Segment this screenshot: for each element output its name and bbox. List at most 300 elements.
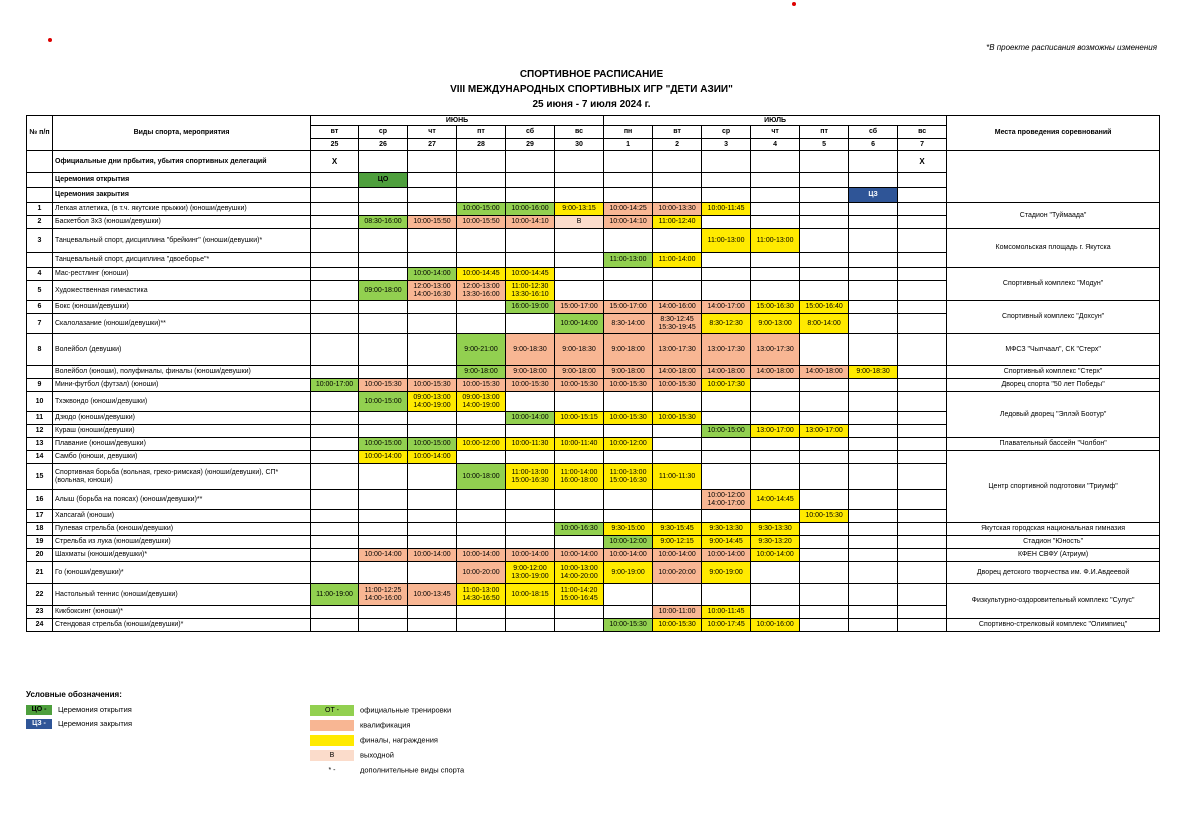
time-slot: 9:00-13:15 [562, 205, 596, 212]
row-number: 24 [27, 619, 53, 632]
schedule-cell [702, 379, 751, 392]
schedule-cell [751, 536, 800, 549]
schedule-cell [898, 301, 947, 314]
schedule-cell [604, 464, 653, 490]
schedule-cell [555, 268, 604, 281]
schedule-cell [555, 229, 604, 253]
schedule-cell [506, 203, 555, 216]
schedule-cell [751, 229, 800, 253]
schedule-cell [555, 334, 604, 366]
schedule-cell [898, 314, 947, 334]
day-header: чт [408, 126, 457, 139]
schedule-cell [359, 438, 408, 451]
schedule-cell [898, 203, 947, 216]
schedule-cell [555, 619, 604, 632]
schedule-cell [800, 203, 849, 216]
time-slot: 10:00-15:00 [462, 205, 500, 212]
schedule-cell [702, 151, 751, 173]
row-number: 18 [27, 523, 53, 536]
time-slot: 13:00-17:30 [707, 345, 745, 353]
time-slot: 16:00-19:00 [511, 303, 549, 310]
schedule-cell [653, 188, 702, 203]
date-header: 27 [408, 139, 457, 151]
legend-co-swatch: ЦО - [26, 705, 52, 715]
time-slot: 9:00-18:30 [856, 368, 890, 375]
schedule-cell [457, 229, 506, 253]
schedule-cell [849, 619, 898, 632]
schedule-cell [653, 425, 702, 438]
schedule-cell [751, 549, 800, 562]
schedule-cell [653, 536, 702, 549]
schedule-cell [457, 173, 506, 188]
schedule-cell [408, 619, 457, 632]
title-line-3: 25 июня - 7 июля 2024 г. [532, 99, 651, 110]
schedule-cell [800, 549, 849, 562]
time-slot: 11:00-13:00 [462, 586, 500, 594]
schedule-cell [604, 523, 653, 536]
schedule-cell [751, 151, 800, 173]
schedule-cell [800, 510, 849, 523]
time-slot: 10:00-14:00 [413, 270, 451, 277]
schedule-cell [311, 549, 359, 562]
schedule-cell [653, 549, 702, 562]
schedule-cell [653, 173, 702, 188]
day-header: вс [555, 126, 604, 139]
legend-title: Условные обозначения: [26, 690, 122, 699]
schedule-cell [359, 562, 408, 584]
time-slot: 13:00-17:00 [756, 427, 794, 434]
schedule-cell [800, 619, 849, 632]
schedule-cell [653, 203, 702, 216]
schedule-cell [604, 438, 653, 451]
schedule-cell [311, 392, 359, 412]
schedule-cell [800, 268, 849, 281]
schedule-cell [555, 173, 604, 188]
schedule-cell [457, 438, 506, 451]
schedule-cell [555, 366, 604, 379]
schedule-cell [311, 216, 359, 229]
schedule-cell [408, 464, 457, 490]
date-header: 5 [800, 139, 849, 151]
time-slot: 10:00-15:30 [511, 381, 549, 388]
schedule-cell [311, 619, 359, 632]
venue-cell [947, 151, 1160, 203]
time-slot: 10:00-12:00 [609, 440, 647, 447]
schedule-cell [506, 281, 555, 301]
time-slot: 15:00-17:00 [609, 303, 647, 310]
schedule-row [27, 151, 1160, 173]
red-dot [792, 2, 796, 6]
legend-off [310, 750, 394, 761]
time-slot: 15:30-19:45 [658, 323, 696, 331]
schedule-cell [702, 301, 751, 314]
time-slot: 10:00-15:00 [364, 440, 402, 447]
schedule-cell [555, 314, 604, 334]
schedule-cell [555, 216, 604, 229]
schedule-cell [702, 268, 751, 281]
schedule-cell [849, 438, 898, 451]
sport-name: Тхэквондо (юноши/девушки) [53, 392, 311, 412]
schedule-cell [506, 619, 555, 632]
schedule-cell [359, 510, 408, 523]
schedule-cell [457, 510, 506, 523]
time-slot: 15:00-16:30 [511, 476, 549, 484]
time-slot: 14:00-16:30 [413, 290, 451, 298]
time-slot: 8:00-14:00 [807, 319, 841, 327]
schedule-cell [604, 562, 653, 584]
schedule-cell [604, 392, 653, 412]
schedule-cell [898, 451, 947, 464]
schedule-cell [408, 314, 457, 334]
time-slot: 10:00-15:30 [364, 381, 402, 388]
schedule-cell [653, 151, 702, 173]
schedule-cell [311, 438, 359, 451]
schedule-cell [653, 268, 702, 281]
time-slot: 15:00-16:30 [609, 476, 647, 484]
time-slot: 15:00-16:40 [805, 303, 843, 310]
schedule-cell [506, 173, 555, 188]
schedule-cell [849, 268, 898, 281]
time-slot: 10:00-18:00 [462, 472, 500, 480]
sport-name: Дзюдо (юноши/девушки) [53, 412, 311, 425]
row-number [27, 188, 53, 203]
schedule-cell [898, 490, 947, 510]
time-slot: 12:00-13:00 [462, 282, 500, 290]
schedule-cell [311, 253, 359, 268]
schedule-cell [359, 392, 408, 412]
schedule-cell [555, 536, 604, 549]
sport-name: Скалолазание (юноши/девушки)** [53, 314, 311, 334]
schedule-cell [800, 523, 849, 536]
schedule-cell [457, 366, 506, 379]
time-slot: 9:00-18:30 [513, 345, 547, 353]
schedule-cell [702, 253, 751, 268]
sport-name: Спортивная борьба (вольная, греко-римская) (юноши/девушки), СП* (вольная, юноши) [53, 464, 311, 490]
sport-name: Бокс (юноши/девушки) [53, 301, 311, 314]
schedule-cell [311, 510, 359, 523]
schedule-cell [359, 425, 408, 438]
schedule-cell [898, 253, 947, 268]
schedule-row [27, 268, 1160, 281]
time-slot: 10:00-11:40 [560, 440, 598, 447]
schedule-cell [849, 549, 898, 562]
schedule-cell [751, 379, 800, 392]
schedule-cell [408, 584, 457, 606]
schedule-cell [898, 268, 947, 281]
schedule-cell [359, 451, 408, 464]
time-slot: 14:00-18:00 [756, 368, 794, 375]
schedule-cell [457, 216, 506, 229]
schedule-cell [555, 203, 604, 216]
schedule-cell [849, 379, 898, 392]
time-slot: 8:30-12:45 [660, 315, 694, 323]
time-slot: 8:30-12:30 [709, 319, 743, 327]
schedule-cell [751, 268, 800, 281]
schedule-cell [555, 584, 604, 606]
schedule-cell [555, 438, 604, 451]
venue-cell: Комсомольская площадь г. Якутска [947, 229, 1160, 268]
time-slot: 15:00-16:45 [560, 594, 598, 602]
schedule-cell [604, 490, 653, 510]
schedule-cell [408, 203, 457, 216]
time-slot: 11:00-13:00 [511, 468, 549, 476]
time-slot: 11:00-12:25 [364, 586, 402, 594]
schedule-cell [311, 562, 359, 584]
schedule-cell [457, 188, 506, 203]
schedule-cell [604, 301, 653, 314]
sport-name: Танцевальный спорт, дисциплина "брейкинг" (юноши/девушки)* [53, 229, 311, 253]
schedule-cell [751, 606, 800, 619]
schedule-cell [311, 281, 359, 301]
schedule-cell [457, 425, 506, 438]
schedule-cell [898, 536, 947, 549]
title-line-2: VIII МЕЖДУНАРОДНЫХ СПОРТИВНЫХ ИГР "ДЕТИ АЗИИ" [450, 84, 733, 95]
schedule-cell [408, 188, 457, 203]
sport-name: Художественная гимнастика [53, 281, 311, 301]
time-slot: 10:00-14:00 [609, 551, 647, 558]
sport-name: Хапсагай (юноши) [53, 510, 311, 523]
time-slot: 14:00-16:00 [364, 594, 402, 602]
schedule-cell [702, 536, 751, 549]
schedule-cell [555, 281, 604, 301]
schedule-cell [506, 451, 555, 464]
time-slot: 10:00-15:15 [560, 414, 598, 421]
schedule-cell [457, 562, 506, 584]
schedule-cell [751, 451, 800, 464]
time-slot: 9:30-13:30 [758, 525, 792, 532]
time-slot: 10:00-15:00 [413, 440, 451, 447]
schedule-cell [653, 334, 702, 366]
schedule-cell [506, 216, 555, 229]
time-slot: X [331, 156, 338, 166]
schedule-cell [359, 549, 408, 562]
schedule-cell [604, 268, 653, 281]
schedule-cell [408, 536, 457, 549]
time-slot: 10:00-11:00 [658, 608, 696, 615]
schedule-row [27, 334, 1160, 366]
schedule-cell [849, 523, 898, 536]
schedule-cell [898, 562, 947, 584]
schedule-cell [653, 451, 702, 464]
schedule-cell [555, 253, 604, 268]
time-slot: 15:00-16:30 [756, 303, 794, 310]
schedule-cell [849, 253, 898, 268]
schedule-cell [506, 314, 555, 334]
time-slot: 11:00-13:00 [756, 236, 794, 244]
time-slot: 11:00-11:30 [658, 472, 696, 480]
schedule-cell [408, 216, 457, 229]
schedule-cell [555, 464, 604, 490]
row-number: 13 [27, 438, 53, 451]
schedule-cell [849, 151, 898, 173]
sport-name: Волейбол (девушки) [53, 334, 311, 366]
schedule-cell [359, 606, 408, 619]
header-month-july: ИЮЛЬ [604, 116, 947, 126]
schedule-cell [751, 619, 800, 632]
schedule-cell [604, 379, 653, 392]
legend-star [310, 765, 464, 776]
time-slot: 10:00-15:30 [805, 512, 843, 519]
schedule-cell [702, 314, 751, 334]
row-number: 19 [27, 536, 53, 549]
schedule-cell [800, 151, 849, 173]
schedule-row [27, 366, 1160, 379]
date-header: 6 [849, 139, 898, 151]
time-slot: 9:00-19:00 [709, 568, 743, 576]
time-slot: 10:00-15:00 [707, 427, 745, 434]
schedule-cell [604, 229, 653, 253]
schedule-cell [653, 281, 702, 301]
header-sport: Виды спорта, мероприятия [53, 116, 311, 151]
header-month-june: ИЮНЬ [311, 116, 604, 126]
sport-name: Плавание (юноши/девушки) [53, 438, 311, 451]
time-slot: 9:00-18:00 [464, 368, 498, 375]
schedule-cell [751, 584, 800, 606]
schedule-cell [800, 451, 849, 464]
schedule-cell [898, 412, 947, 425]
time-slot: 11:00-12:30 [511, 282, 549, 290]
schedule-cell [359, 523, 408, 536]
schedule-cell [457, 314, 506, 334]
row-number [27, 366, 53, 379]
schedule-cell [457, 606, 506, 619]
legend-co-text: Церемония открытия [58, 705, 132, 714]
schedule-cell [898, 281, 947, 301]
schedule-cell [311, 229, 359, 253]
schedule-cell [457, 412, 506, 425]
sport-name: Кикбоксинг (юноши)* [53, 606, 311, 619]
time-slot: 10:00-15:50 [462, 218, 500, 225]
schedule-cell [898, 173, 947, 188]
schedule-cell [506, 412, 555, 425]
schedule-cell [898, 334, 947, 366]
sport-name: Шахматы (юноши/девушки)* [53, 549, 311, 562]
schedule-cell [751, 464, 800, 490]
schedule-cell [506, 606, 555, 619]
time-slot: 10:00-11:45 [707, 205, 745, 212]
schedule-cell [457, 584, 506, 606]
schedule-cell [751, 490, 800, 510]
time-slot: 13:00-17:00 [805, 427, 843, 434]
schedule-cell [849, 536, 898, 549]
schedule-cell [555, 379, 604, 392]
date-header: 30 [555, 139, 604, 151]
schedule-cell [702, 203, 751, 216]
legend-cz-swatch: ЦЗ - [26, 719, 52, 729]
sport-name: Стрельба из лука (юноши/девушки) [53, 536, 311, 549]
time-slot: 10:00-15:30 [658, 621, 696, 628]
schedule-cell [604, 549, 653, 562]
schedule-cell [800, 301, 849, 314]
schedule-cell [506, 253, 555, 268]
schedule-cell [604, 281, 653, 301]
time-slot: 9:00-18:00 [562, 368, 596, 375]
schedule-cell [751, 510, 800, 523]
schedule-cell [702, 606, 751, 619]
header-num: № п/п [27, 116, 53, 151]
row-number [27, 253, 53, 268]
schedule-cell [506, 523, 555, 536]
legend-star-text: дополнительные виды спорта [360, 765, 465, 775]
schedule-cell [849, 314, 898, 334]
schedule-cell [898, 379, 947, 392]
time-slot: 10:00-15:30 [658, 381, 696, 388]
schedule-cell [408, 151, 457, 173]
time-slot: 11:00-14:00 [658, 256, 696, 263]
schedule-cell [359, 379, 408, 392]
schedule-cell [408, 229, 457, 253]
schedule-cell [800, 490, 849, 510]
time-slot: 10:00-11:45 [707, 608, 745, 615]
schedule-cell [359, 216, 408, 229]
schedule-cell [408, 268, 457, 281]
schedule-cell [653, 392, 702, 412]
schedule-cell [751, 301, 800, 314]
schedule-row [27, 523, 1160, 536]
schedule-cell [311, 490, 359, 510]
schedule-cell [604, 253, 653, 268]
schedule-cell [751, 392, 800, 412]
schedule-cell [359, 253, 408, 268]
schedule-cell [359, 188, 408, 203]
schedule-cell [702, 523, 751, 536]
time-slot: 09:00-18:00 [364, 286, 402, 294]
sport-name: Самбо (юноши, девушки) [53, 451, 311, 464]
sport-name: Официальные дни прбытия, убытия спортивных делегаций [53, 151, 311, 173]
schedule-cell [898, 606, 947, 619]
legend-kval [310, 720, 410, 731]
time-slot: 14:00-17:00 [707, 499, 745, 507]
legend-cz [26, 719, 132, 729]
time-slot: 10:00-14:00 [364, 453, 402, 460]
schedule-cell [849, 301, 898, 314]
legend-fin-swatch [310, 735, 354, 746]
time-slot: 10:00-17:45 [707, 621, 745, 628]
time-slot: 11:00-19:00 [316, 590, 353, 598]
venue-cell: Дворец детского творчества им. Ф.И.Авдеевой [947, 562, 1160, 584]
schedule-cell [653, 510, 702, 523]
schedule-cell [898, 619, 947, 632]
time-slot: 10:00-17:30 [707, 381, 745, 388]
time-slot: 10:00-20:00 [462, 568, 500, 576]
schedule-cell [311, 173, 359, 188]
row-number: 5 [27, 281, 53, 301]
schedule-cell [311, 151, 359, 173]
schedule-cell [653, 584, 702, 606]
schedule-cell [604, 619, 653, 632]
time-slot: 9:00-21:00 [464, 345, 498, 353]
schedule-cell [359, 334, 408, 366]
schedule-cell [457, 523, 506, 536]
legend-off-text: выходной [360, 750, 394, 760]
schedule-cell [408, 549, 457, 562]
schedule-cell [800, 216, 849, 229]
date-header: 2 [653, 139, 702, 151]
schedule-cell [653, 438, 702, 451]
schedule-cell [506, 549, 555, 562]
schedule-cell [506, 392, 555, 412]
schedule-cell [751, 425, 800, 438]
time-slot: 09:00-13:00 [413, 393, 451, 401]
schedule-cell [702, 366, 751, 379]
schedule-cell [555, 301, 604, 314]
day-header: пт [800, 126, 849, 139]
time-slot: X [919, 156, 925, 166]
day-header: пт [457, 126, 506, 139]
schedule-cell [702, 392, 751, 412]
schedule-cell [408, 334, 457, 366]
row-number: 3 [27, 229, 53, 253]
